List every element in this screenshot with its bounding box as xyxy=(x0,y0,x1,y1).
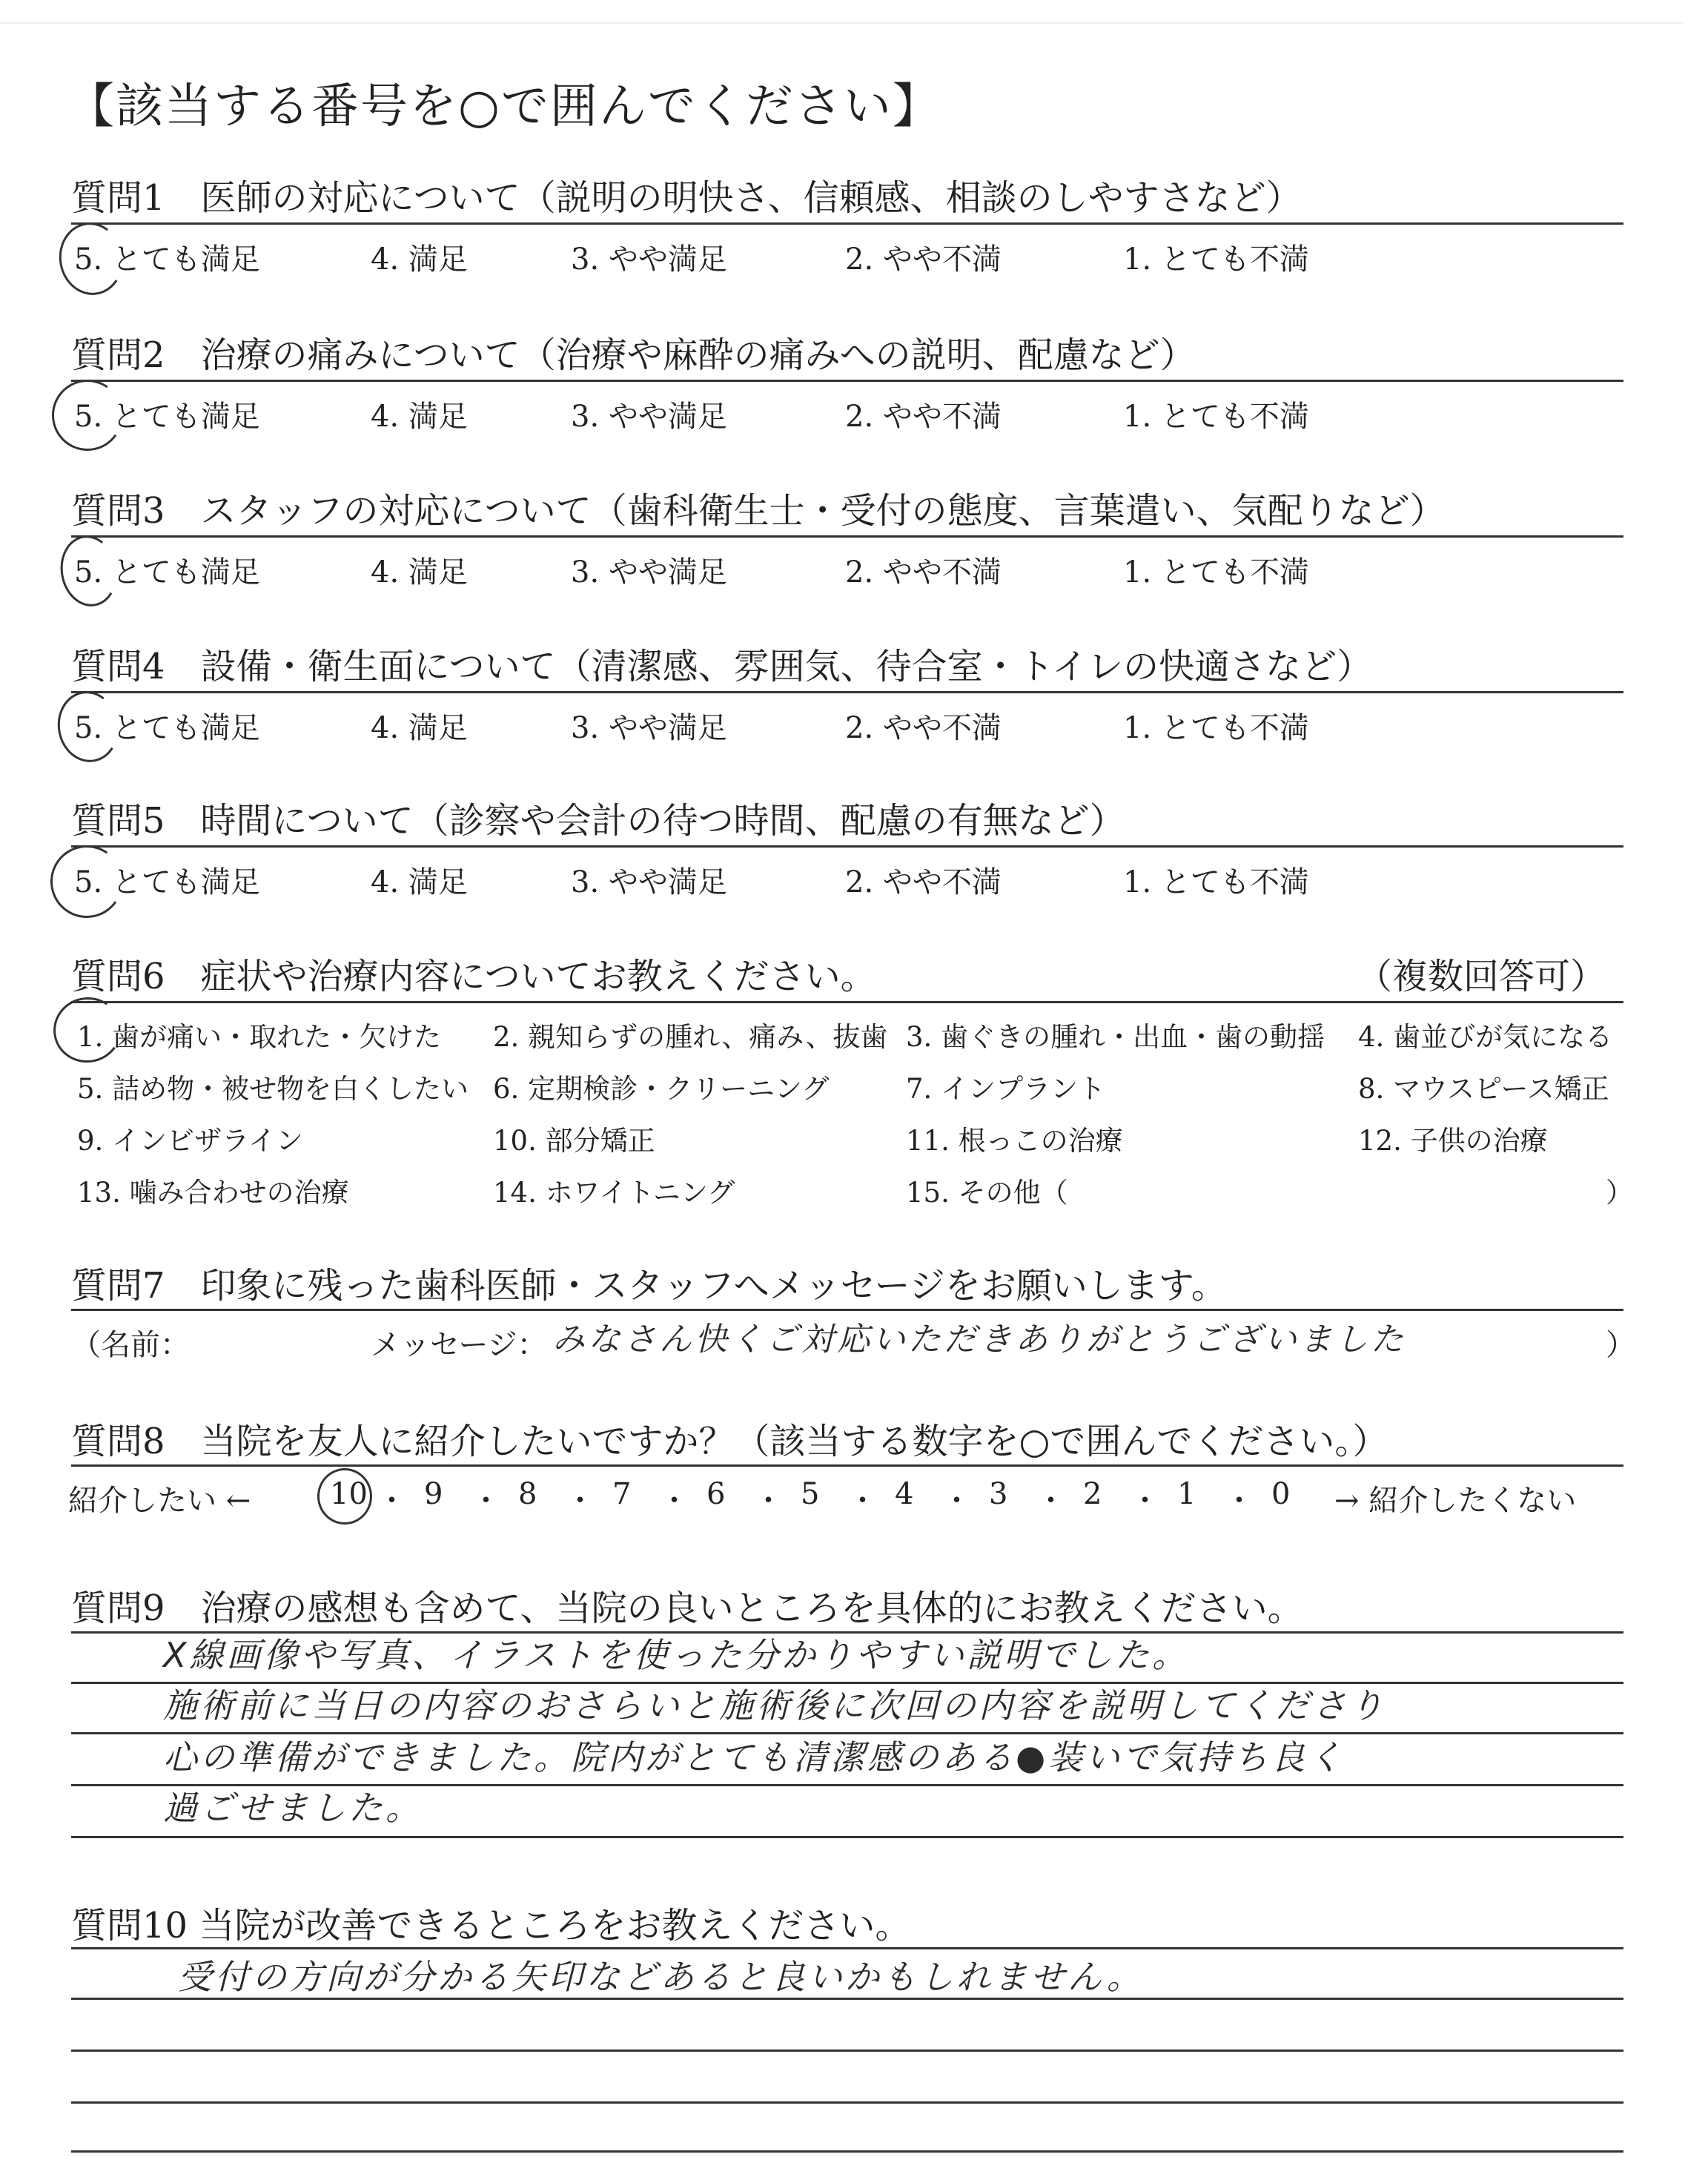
q5-circle-mark xyxy=(44,839,129,924)
q2-opt-3[interactable]: 3. やや満足 xyxy=(571,400,727,434)
question-3-title: 質問3 スタッフの対応について（歯科衛生士・受付の態度、言葉遣い、気配りなど） xyxy=(71,490,1446,532)
rule xyxy=(71,2101,1623,2104)
q1-opt-5[interactable]: 5. とても満足 xyxy=(74,242,260,277)
q6-opt-15-close: ） xyxy=(1606,1177,1633,1209)
q7-message-text[interactable]: みなさん快くご対応いただきありがとうございました xyxy=(552,1321,1406,1358)
q5-opt-1[interactable]: 1. とても不満 xyxy=(1123,865,1309,899)
q4-opt-2[interactable]: 2. やや不満 xyxy=(845,711,1002,745)
q4-opt-4[interactable]: 4. 満足 xyxy=(371,711,468,745)
rule xyxy=(71,535,1623,538)
q8-scale-dot: ・ xyxy=(753,1484,784,1518)
q8-scale-6[interactable]: 6 xyxy=(706,1477,726,1511)
rule xyxy=(71,1836,1623,1838)
rule xyxy=(71,1001,1623,1003)
rule xyxy=(71,222,1623,225)
q3-circle-mark xyxy=(55,531,123,611)
q6-opt-9[interactable]: 9. インビザライン xyxy=(77,1125,303,1157)
q5-opt-4[interactable]: 4. 満足 xyxy=(371,865,468,899)
rule xyxy=(71,845,1623,848)
rule xyxy=(71,2050,1623,2052)
q8-scale-dot: ・ xyxy=(565,1484,595,1518)
q4-opt-5[interactable]: 5. とても満足 xyxy=(74,711,260,745)
q8-scale-8[interactable]: 8 xyxy=(518,1477,537,1511)
q1-circle-mark xyxy=(53,217,129,300)
rule xyxy=(71,691,1623,693)
q8-scale-dot: ・ xyxy=(377,1484,407,1518)
question-1-title: 質問1 医師の対応について（説明の明快さ、信頼感、相談のしやすさなど） xyxy=(71,177,1302,219)
q8-scale-dot: ・ xyxy=(1130,1484,1160,1518)
q7-close-paren: ） xyxy=(1606,1328,1635,1362)
rule xyxy=(71,2150,1623,2153)
question-10-title: 質問10 当院が改善できるところをお教えください。 xyxy=(71,1905,911,1946)
q8-scale-2[interactable]: 2 xyxy=(1083,1477,1102,1511)
q8-circle-mark xyxy=(317,1468,372,1525)
q2-opt-5[interactable]: 5. とても満足 xyxy=(74,400,260,434)
question-8-title: 質問8 当院を友人に紹介したいですか？（該当する数字を○で囲んでください。） xyxy=(71,1421,1388,1462)
q6-opt-3[interactable]: 3. 歯ぐきの腫れ・出血・歯の動揺 xyxy=(906,1021,1325,1053)
q5-opt-2[interactable]: 2. やや不満 xyxy=(845,865,1002,899)
q6-opt-11[interactable]: 11. 根っこの治療 xyxy=(906,1125,1123,1157)
q3-opt-2[interactable]: 2. やや不満 xyxy=(845,555,1002,589)
q6-opt-10[interactable]: 10. 部分矯正 xyxy=(493,1125,655,1157)
q8-left-label: 紹介したい ← xyxy=(68,1484,251,1518)
q1-opt-3[interactable]: 3. やや満足 xyxy=(571,242,727,277)
q6-opt-5[interactable]: 5. 詰め物・被せ物を白くしたい xyxy=(77,1073,469,1105)
q6-opt-4[interactable]: 4. 歯並びが気になる xyxy=(1358,1021,1613,1053)
q8-scale-dot: ・ xyxy=(847,1484,878,1518)
q7-name-label: （名前： xyxy=(71,1328,190,1362)
rule xyxy=(71,1947,1623,1949)
q8-scale-dot: ・ xyxy=(471,1484,501,1518)
q3-opt-3[interactable]: 3. やや満足 xyxy=(571,555,727,589)
rule xyxy=(71,1464,1623,1467)
q8-scale-0[interactable]: 0 xyxy=(1271,1477,1291,1511)
q6-circle-mark xyxy=(48,992,127,1069)
q4-circle-mark xyxy=(52,687,124,767)
q6-opt-6[interactable]: 6. 定期検診・クリーニング xyxy=(493,1073,830,1105)
q8-right-label: → 紹介したくない xyxy=(1334,1484,1577,1518)
question-7-title: 質問7 印象に残った歯科医師・スタッフへメッセージをお願いします。 xyxy=(71,1265,1227,1307)
q1-opt-1[interactable]: 1. とても不満 xyxy=(1123,242,1309,277)
q2-opt-1[interactable]: 1. とても不満 xyxy=(1123,400,1309,434)
q2-opt-2[interactable]: 2. やや不満 xyxy=(845,400,1002,434)
q8-scale-dot: ・ xyxy=(1224,1484,1254,1518)
q8-scale-9[interactable]: 9 xyxy=(424,1477,443,1511)
q4-opt-3[interactable]: 3. やや満足 xyxy=(571,711,727,745)
q6-opt-14[interactable]: 14. ホワイトニング xyxy=(493,1177,735,1209)
q6-opt-8[interactable]: 8. マウスピース矯正 xyxy=(1358,1073,1609,1105)
q8-scale-1[interactable]: 1 xyxy=(1177,1477,1196,1511)
q2-circle-mark xyxy=(46,374,128,456)
q5-opt-3[interactable]: 3. やや満足 xyxy=(571,865,727,899)
q4-opt-1[interactable]: 1. とても不満 xyxy=(1123,711,1309,745)
q8-scale-dot: ・ xyxy=(941,1484,972,1518)
q1-opt-4[interactable]: 4. 満足 xyxy=(371,242,468,277)
q3-opt-4[interactable]: 4. 満足 xyxy=(371,555,468,589)
question-9-title: 質問9 治療の感想も含めて、当院の良いところを具体的にお教えください。 xyxy=(71,1588,1303,1629)
q1-opt-2[interactable]: 2. やや不満 xyxy=(845,242,1002,277)
q9-answer-line-1[interactable]: X線画像や写真、イラストを使った分かりやすい説明でした。 xyxy=(163,1635,1190,1675)
q5-opt-5[interactable]: 5. とても満足 xyxy=(74,865,260,899)
q9-answer-line-2[interactable]: 施術前に当日の内容のおさらいと施術後に次回の内容を説明してくださり xyxy=(163,1685,1386,1725)
q6-opt-1[interactable]: 1. 歯が痛い・取れた・欠けた xyxy=(77,1021,442,1053)
q8-scale-dot: ・ xyxy=(659,1484,689,1518)
q9-answer-line-4[interactable]: 過ごせました。 xyxy=(163,1788,423,1828)
q6-opt-15[interactable]: 15. その他（ xyxy=(906,1177,1068,1209)
rule xyxy=(71,1309,1623,1311)
page-title: 【該当する番号を○で囲んでください】 xyxy=(67,79,941,134)
q9-answer-line-3[interactable]: 心の準備ができました。院内がとても清潔感のある●装いで気持ち良く xyxy=(163,1737,1345,1777)
q3-opt-1[interactable]: 1. とても不満 xyxy=(1123,555,1309,589)
q2-opt-4[interactable]: 4. 満足 xyxy=(371,400,468,434)
q10-answer-line-1[interactable]: 受付の方向が分かる矢印などあると良いかもしれません。 xyxy=(178,1957,1144,1997)
question-6-note: （複数回答可） xyxy=(1357,956,1606,997)
q6-opt-12[interactable]: 12. 子供の治療 xyxy=(1358,1125,1548,1157)
top-edge xyxy=(0,22,1683,24)
q8-scale-10[interactable]: 10 xyxy=(330,1477,368,1511)
q8-scale-4[interactable]: 4 xyxy=(895,1477,914,1511)
q6-opt-7[interactable]: 7. インプラント xyxy=(906,1073,1106,1105)
q7-message-label: メッセージ： xyxy=(371,1328,547,1362)
rule xyxy=(71,380,1623,382)
question-6-title: 質問6 症状や治療内容についてお教えください。 xyxy=(71,956,876,997)
q6-opt-2[interactable]: 2. 親知らずの腫れ、痛み、抜歯 xyxy=(493,1021,888,1053)
q3-opt-5[interactable]: 5. とても満足 xyxy=(74,555,260,589)
q8-scale-dot: ・ xyxy=(1036,1484,1066,1518)
q8-scale-5[interactable]: 5 xyxy=(801,1477,820,1511)
q6-opt-13[interactable]: 13. 噛み合わせの治療 xyxy=(77,1177,349,1209)
question-2-title: 質問2 治療の痛みについて（治療や麻酔の痛みへの説明、配慮など） xyxy=(71,334,1196,376)
q8-scale-3[interactable]: 3 xyxy=(989,1477,1008,1511)
question-4-title: 質問4 設備・衛生面について（清潔感、雰囲気、待合室・トイレの快適さなど） xyxy=(71,646,1373,687)
q8-scale-7[interactable]: 7 xyxy=(612,1477,632,1511)
question-5-title: 質問5 時間について（診察や会計の待つ時間、配慮の有無など） xyxy=(71,800,1125,842)
